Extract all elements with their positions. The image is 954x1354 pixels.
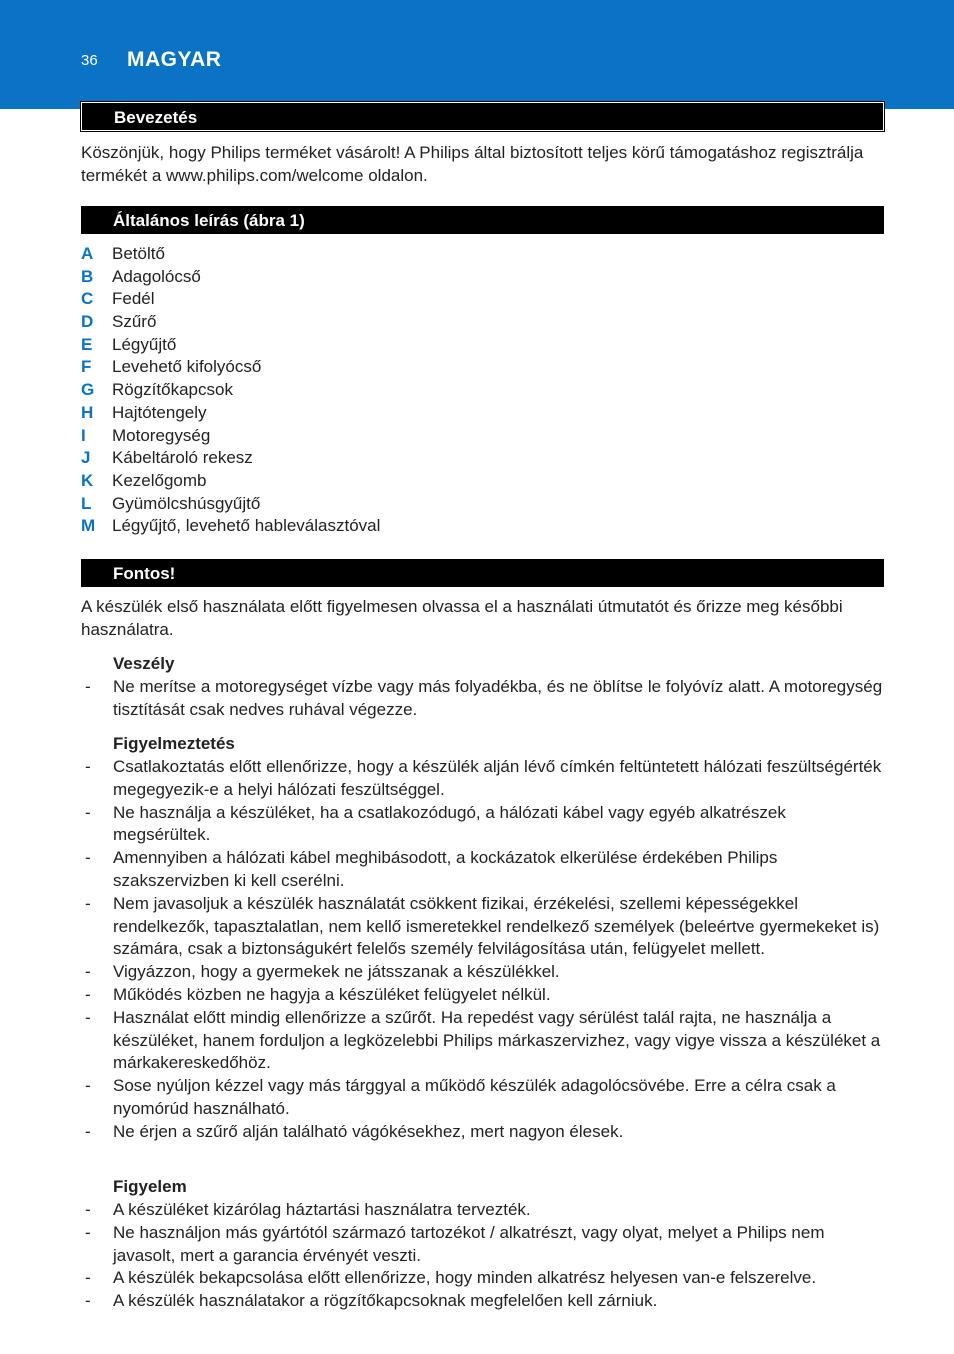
list-item-text: A készülék bekapcsolása előtt ellenőrizze, hogy minden alkatrész helyesen van-e felszerelve. <box>113 1268 817 1288</box>
bullet-dash: - <box>85 677 91 696</box>
list-item-text: Ne merítse a motoregységet vízbe vagy más folyadékba, és ne öblítse le folyóvíz alatt. A motoregység tisztítását csak nedves ruhával végezze. <box>113 677 883 719</box>
part-letter: G <box>81 380 95 400</box>
list-item-text: Sose nyúljon kézzel vagy más tárggyal a működő készülék adagolócsövébe. Erre a célra csak a nyomórúd használható. <box>113 1076 836 1118</box>
section-heading-intro: Bevezetés <box>81 102 884 131</box>
bullet-dash: - <box>85 1291 91 1311</box>
part-letter: H <box>81 402 94 422</box>
list-item <box>81 288 886 311</box>
bullet-dash: - <box>85 1007 91 1027</box>
intro-paragraph: Köszönjük, hogy Philips terméket vásárolt! A Philips által biztosított teljes körű támogatáshoz regisztrálja termékét a www.philips.com/welcome oldalon. <box>81 143 864 185</box>
part-label: Motoregység <box>112 425 211 445</box>
part-label: Légyűjtő <box>112 334 177 354</box>
list-item <box>81 847 886 893</box>
list-item-text: Vigyázzon, hogy a gyermekek ne játsszanak a készülékkel. <box>113 962 560 982</box>
part-letter: E <box>81 334 93 354</box>
bullet-dash: - <box>85 1121 91 1141</box>
part-letter: C <box>81 289 94 309</box>
danger-list <box>81 676 886 722</box>
bullet-dash: - <box>85 848 91 868</box>
list-item <box>81 356 886 379</box>
section-heading-general: Általános leírás (ábra 1) <box>81 206 884 234</box>
list-item <box>81 515 886 538</box>
list-item <box>81 493 886 516</box>
list-item <box>81 1007 886 1075</box>
list-item <box>81 447 886 470</box>
list-item <box>81 243 886 266</box>
part-label: Rögzítőkapcsok <box>112 380 233 400</box>
list-item-text: Ne használjon más gyártótól származó tartozékot / alkatrészt, vagy olyat, melyet a Philips nem javasolt, mert a garancia érvényét veszti. <box>113 1222 825 1265</box>
list-item-text: Működés közben ne hagyja a készüléket felügyelet nélkül. <box>113 984 551 1004</box>
warning-list <box>81 756 886 1144</box>
part-letter: B <box>81 266 94 286</box>
part-letter: F <box>81 357 92 377</box>
part-letter: L <box>81 493 92 513</box>
list-item-text: Nem javasoljuk a készülék használatát csökkent fizikai, érzékelési, szellemi képességekkel rendelkezők, tapasztalatlan, nem kellő ismeretekkel rendelkező személyek (beleértve gyermekeket is) számára, csak a biztonságukért felelős személy felvilágosítása után, felügyelet mellett. <box>113 893 880 959</box>
list-item <box>81 961 886 984</box>
language-title: MAGYAR <box>127 48 222 71</box>
bullet-dash: - <box>85 1076 91 1096</box>
bullet-dash: - <box>85 962 91 982</box>
list-item-text: A készüléket kizárólag háztartási használatra tervezték. <box>113 1200 531 1219</box>
bullet-dash: - <box>85 893 91 913</box>
bullet-dash: - <box>85 1200 91 1219</box>
part-label: Légyűjtő, levehető hableválasztóval <box>112 516 381 536</box>
part-letter: D <box>81 312 94 332</box>
part-label: Gyümölcshúsgyűjtő <box>112 493 261 513</box>
list-item <box>81 893 886 961</box>
part-letter: A <box>81 244 94 263</box>
list-item <box>81 984 886 1007</box>
part-label: Adagolócső <box>112 266 201 286</box>
parts-list <box>81 243 886 538</box>
list-item-text: Csatlakoztatás előtt ellenőrizze, hogy a készülék alján lévő címkén feltüntetett hálózati feszültségérték megegyezik-e a helyi hálózati feszültséggel. <box>113 757 882 799</box>
list-item <box>81 1222 886 1268</box>
bullet-dash: - <box>85 757 91 776</box>
bullet-dash: - <box>85 1222 91 1242</box>
list-item <box>81 470 886 493</box>
page-number: 36 <box>81 52 98 69</box>
list-item <box>81 1199 886 1222</box>
part-letter: K <box>81 470 94 490</box>
part-label: Fedél <box>112 289 155 309</box>
list-item <box>81 1075 886 1121</box>
list-item <box>81 802 886 848</box>
list-item <box>81 1121 886 1144</box>
list-item <box>81 266 886 289</box>
list-item <box>81 1290 886 1313</box>
list-item <box>81 756 886 802</box>
bullet-dash: - <box>85 1268 91 1288</box>
subheading-danger: Veszély <box>113 654 175 673</box>
part-label: Szűrő <box>112 312 157 332</box>
part-label: Kábeltároló rekesz <box>112 448 253 468</box>
part-letter: I <box>81 425 86 445</box>
subheading-caution: Figyelem <box>113 1177 187 1196</box>
list-item-text: Ne érjen a szűrő alján található vágókésekhez, mert nagyon élesek. <box>113 1121 624 1141</box>
part-label: Betöltő <box>112 244 165 263</box>
caution-list <box>81 1199 886 1313</box>
list-item <box>81 1267 886 1290</box>
list-item <box>81 425 886 448</box>
part-letter: J <box>81 448 91 468</box>
bullet-dash: - <box>85 984 91 1004</box>
list-item-text: A készülék használatakor a rögzítőkapcsoknak megfelelően kell zárniuk. <box>113 1291 658 1311</box>
section-heading-important: Fontos! <box>81 559 884 587</box>
list-item <box>81 402 886 425</box>
subheading-warning: Figyelmeztetés <box>113 734 235 753</box>
part-letter: M <box>81 516 96 536</box>
list-item-text: Használat előtt mindig ellenőrizze a szűrőt. Ha repedést vagy sérülést talál rajta, ne használja a készüléket, hanem forduljon a legközelebbi Philips márkaszervizhez, vagy vigye vissza a készüléket a márkakereskedőhöz. <box>113 1007 881 1073</box>
part-label: Levehető kifolyócső <box>112 357 262 377</box>
list-item <box>81 334 886 357</box>
list-item-text: Ne használja a készüléket, ha a csatlakozódugó, a hálózati kábel vagy egyéb alkatrészek megsérültek. <box>113 802 786 845</box>
list-item <box>81 311 886 334</box>
header-band <box>0 0 954 109</box>
list-item <box>81 379 886 402</box>
list-item <box>81 676 886 722</box>
list-item-text: Amennyiben a hálózati kábel meghibásodott, a kockázatok elkerülése érdekében Philips szakszervizben ki kell cserélni. <box>113 848 778 890</box>
part-label: Kezelőgomb <box>112 470 207 490</box>
bullet-dash: - <box>85 802 91 822</box>
part-label: Hajtótengely <box>112 402 207 422</box>
important-paragraph: A készülék első használata előtt figyelmesen olvassa el a használati útmutatót és őrizze meg későbbi használatra. <box>81 597 843 639</box>
